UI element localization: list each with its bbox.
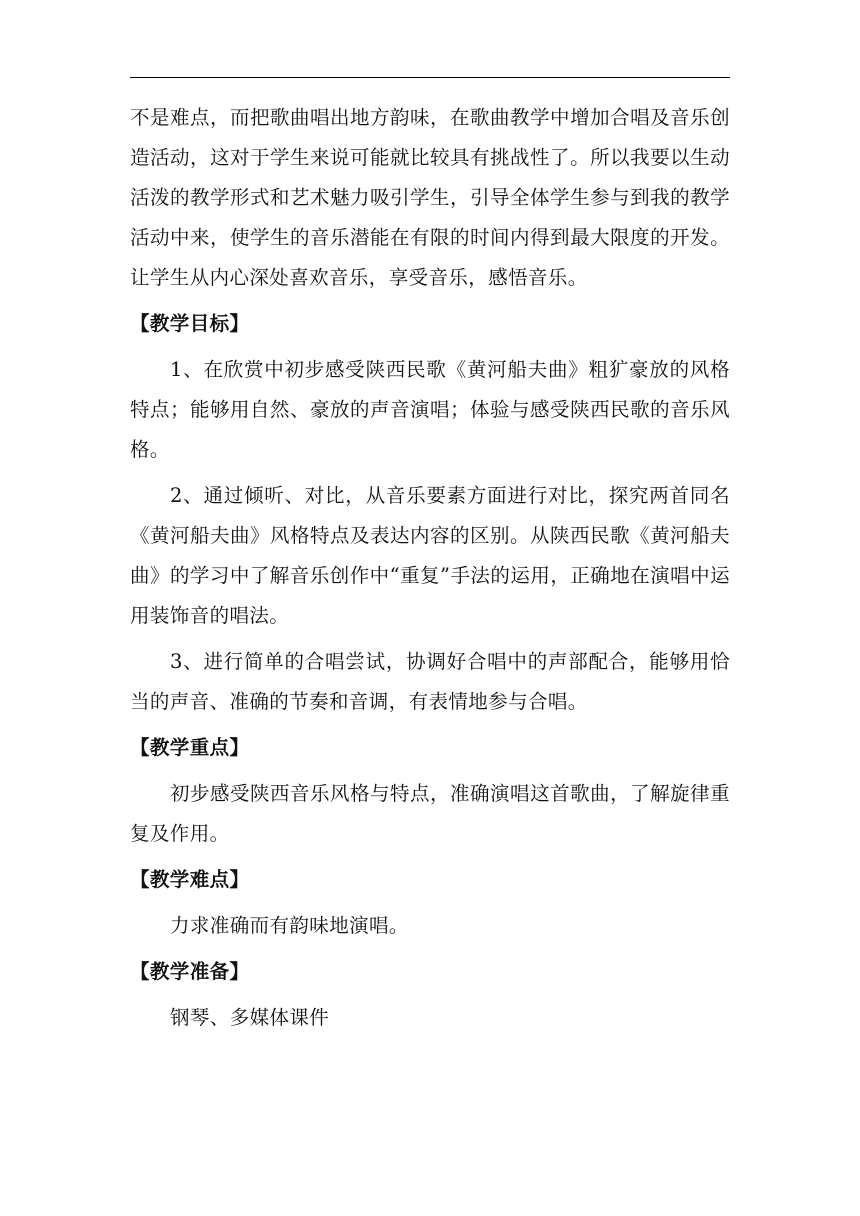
intro-paragraph: 不是难点，而把歌曲唱出地方韵味，在歌曲教学中增加合唱及音乐创造活动，这对于学生来说可能就比较具有挑战性了。所以我要以生动活泼的教学形式和艺术魅力吸引学生，引导全体学生参与到我的教学活动中来，使学生的音乐潜能在有限的时间内得到最大限度的开发。让学生从内心深处喜欢音乐，享受音乐，感悟音乐。 (130, 106, 730, 289)
difficulties-heading: 【教学难点】 (130, 868, 250, 891)
objective-item-3: 3、进行简单的合唱尝试，协调好合唱中的声部配合，能够用恰当的声音、准确的节奏和音调，有表情地参与合唱。 (130, 650, 730, 713)
objective-item-2: 2、通过倾听、对比，从音乐要素方面进行对比，探究两首同名《黄河船夫曲》风格特点及表达内容的区别。从陕西民歌《黄河船夫曲》的学习中了解音乐创作中“重复”手法的运用，正确地在演唱中运用装饰音的唱法。 (130, 484, 730, 627)
preparation-heading: 【教学准备】 (130, 960, 250, 983)
document-body (130, 98, 730, 1038)
objective-item-1: 1、在欣赏中初步感受陕西民歌《黄河船夫曲》粗犷豪放的风格特点；能够用自然、豪放的声音演唱；体验与感受陕西民歌的音乐风格。 (130, 358, 730, 461)
header-rule (130, 77, 730, 78)
difficulties-text: 力求准确而有韵味地演唱。 (170, 914, 409, 937)
preparation-text: 钢琴、多媒体课件 (170, 1006, 330, 1029)
key-points-text: 初步感受陕西音乐风格与特点，准确演唱这首歌曲，了解旋律重复及作用。 (130, 782, 730, 845)
objectives-heading: 【教学目标】 (130, 312, 250, 335)
key-points-heading: 【教学重点】 (130, 736, 250, 759)
